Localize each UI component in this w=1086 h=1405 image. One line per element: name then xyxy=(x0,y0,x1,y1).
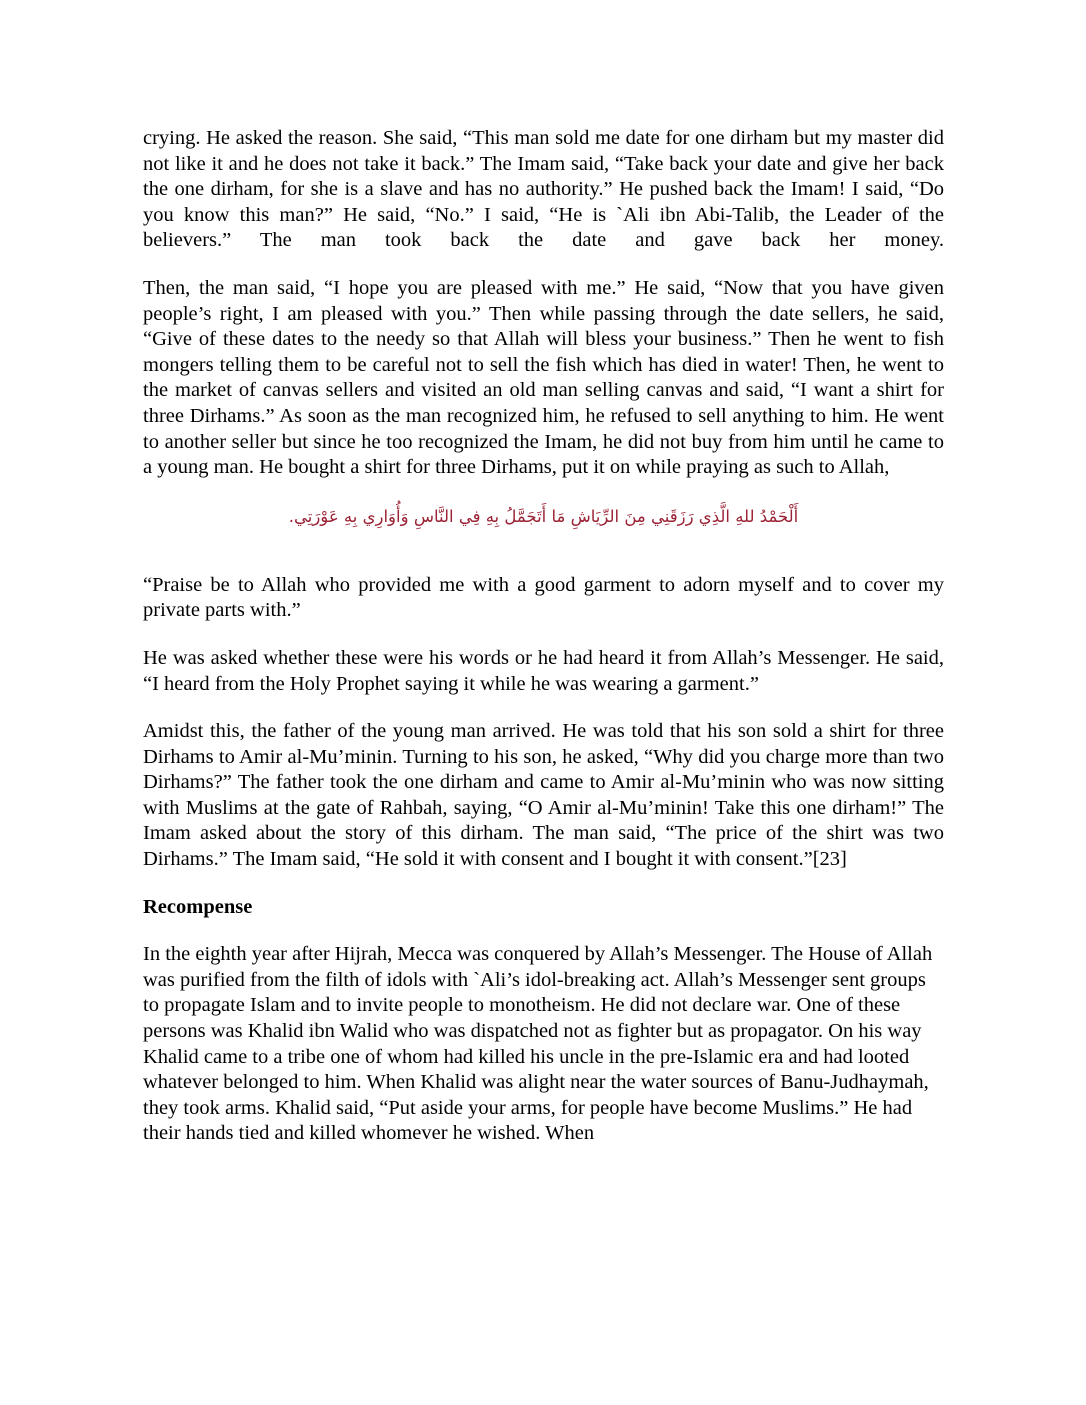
paragraph-market-visit: Then, the man said, “I hope you are pleased with me.” He said, “Now that you have given people’s right, I am pleased with you.” Then while passing through the date sellers, he said, “Give of these dates to the needy so that Allah will bless your business.” Then he went to fish mongers telling them to be careful not to sell the fish which has died in water! Then, he went to the market of canvas sellers and visited an old man selling canvas and said, “I want a shirt for three Dirhams.” As soon as the man recognized him, he refused to sell anything to him. He went to another seller but since he too recognized the Imam, he did not buy from him until he came to a young man. He bought a shirt for three Dirhams, put it on while praying as such to Allah, xyxy=(143,276,944,479)
arabic-supplication-text: أَلْحَمْدُ للهِ الَّذِي رَزَقَنِي مِنَ الرِّيَاشِ مَا أَتَجَمَّلُ بِهِ فِي النَّاسِ وَأُوَارِي بِهِ عَوْرَتِي. xyxy=(288,506,799,526)
paragraph-eighth-year-hijrah: In the eighth year after Hijrah, Mecca was conquered by Allah’s Messenger. The House of Allah was purified from the filth of idols with `Ali’s idol-breaking act. Allah’s Messenger sent groups to propagate Islam and to invite people to monotheism. He did not declare war. One of these persons was Khalid ibn Walid who was dispatched not as fighter but as propagator. On his way Khalid came to a tribe one of whom had killed his uncle in the pre-Islamic era and had looted whatever belonged to him. When Khalid was alight near the water sources of Banu-Judhaymah, they took arms. Khalid said, “Put aside your arms, for people have become Muslims.” He had their hands tied and killed whomever he wished. When xyxy=(143,943,933,1145)
section-heading-recompense: Recompense xyxy=(143,895,253,918)
arabic-supplication-block xyxy=(143,503,944,531)
paragraph-translation-praise: “Praise be to Allah who provided me with a good garment to adorn myself and to cover my private parts with.” xyxy=(143,573,944,622)
page-content xyxy=(143,126,944,1169)
paragraph-crying-date-seller: crying. He asked the reason. She said, “This man sold me date for one dirham but my master did not like it and he does not take it back.” The Imam said, “Take back your date and give her back the one dirham, for she is a slave and has no authority.” He pushed back the Imam! I said, “Do you know this man?” He said, “No.” I said, “He is `Ali ibn Abi-Talib, the Leader of the believers.” The man took back the date and gave back her money. xyxy=(143,127,944,252)
paragraph-father-of-young-man: Amidst this, the father of the young man arrived. He was told that his son sold a shirt for three Dirhams to Amir al-Mu’minin. Turning to his son, he asked, “Why did you charge more than two Dirhams?” The father took the one dirham and came to Amir al-Mu’minin who was now sitting with Muslims at the gate of Rahbah, saying, “O Amir al-Mu’minin! Take this one dirham!” The Imam asked about the story of this dirham. The man said, “The price of the shirt was two Dirhams.” The Imam said, “He sold it with consent and I bought it with consent.”[23] xyxy=(143,720,944,871)
paragraph-asked-whether-words: He was asked whether these were his words or he had heard it from Allah’s Messenger. He said, “I heard from the Holy Prophet saying it while he was wearing a garment.” xyxy=(143,646,944,695)
